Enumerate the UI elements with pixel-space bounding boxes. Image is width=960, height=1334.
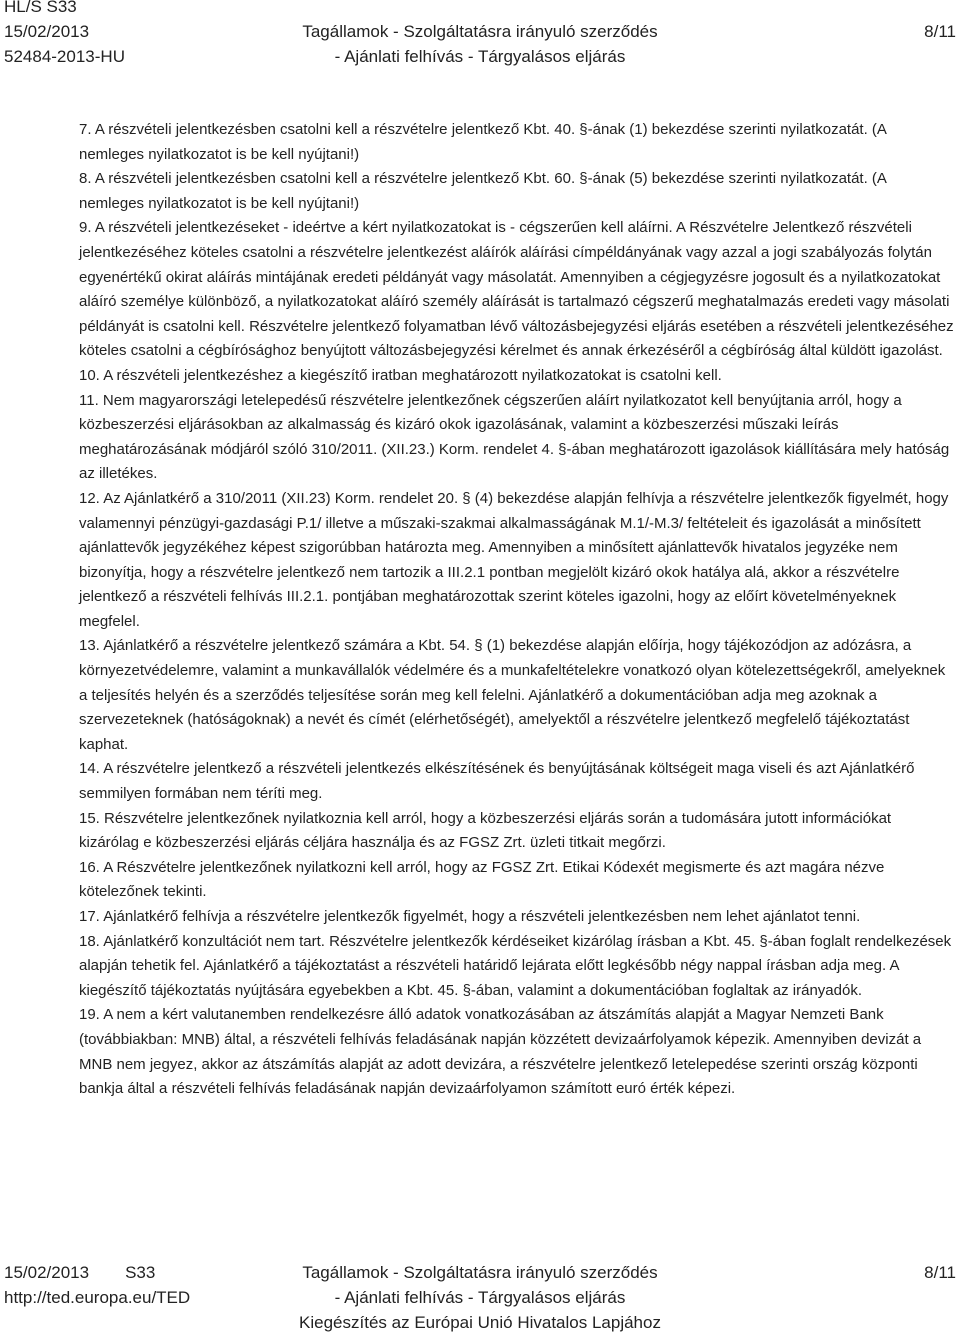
footer-url[interactable]: http://ted.europa.eu/TED [4,1288,191,1307]
header-title-line2: - Ajánlati felhívás - Tárgyalásos eljárás [334,47,626,66]
paragraph-16: 16. A Részvételre jelentkezőnek nyilatkozni kell arról, hogy az FGSZ Zrt. Etikai Kódexét megismerte és azt magára nézve kötelezőnek tekinti. [79,858,885,901]
paragraph-13: 13. Ajánlatkérő a részvételre jelentkező számára a Kbt. 54. § (1) bekezdése alapján előírja, hogy tájékozódjon az adózásra, a környezetvédelemre, valamint a munkavállalók védelmére és a munkafeltételekre vonatkozó olyan kötelezettségekről, amelyeknek a teljesítés helyén és a szerződés teljesítése során meg kell felelni. Ajánlatkérő a dokumentációban adja meg azoknak a szervezeteknek (hatóságoknak) a nevét és címét (elérhetőségét), amelyektől a részvételre jelentkező megfelelő tájékoztatást kaphat. [79,637,946,753]
footer-title-line3: Kiegészítés az Európai Unió Hivatalos Lapjához [299,1313,661,1332]
page-footer [0,1262,960,1334]
footer-series: S33 [125,1263,156,1282]
paragraph-19: 19. A nem a kért valutanemben rendelkezésre álló adatok vonatkozásában az átszámítás alapját a Magyar Nemzeti Bank (továbbiakban: MNB) által, a részvételi felhívás feladásának napján közzétett devizaárfolyamok képezik. Amennyiben devizát a MNB nem jegyez, akkor az átszámítás alapját az adott devizára, a részvételre jelentkező letelepedése szerinti ország központi bankja által a részvételi felhívás feladásának napján devizaárfolyamon számított euró érték képezi. [79,1006,922,1098]
paragraph-9: 9. A részvételi jelentkezéseket - ideértve a kért nyilatkozatokat is - cégszerűen kell aláírni. A Részvételre Jelentkező részvételi jelentkezéséhez köteles csatolni a részvételre jelentkezést aláírók aláírási címpéldányának vagy azzal a jogi szabályozás folytán egyenértékű okirat aláírás mintájának eredeti példányát vagy másolatát. Amennyiben a cégjegyzésre jogosult és a nyilatkozatokat aláíró személye különböző, a nyilatkozatokat aláíró személy aláírását is tartalmazó cégszerű meghatalmazás eredeti vagy másolati példányát is csatolni kell. Részvételre jelentkező folyamatban lévő változásbejegyzési eljárás esetében a részvételi jelentkezéséhez köteles csatolni a cégbírósághoz benyújtott változásbejegyzési kérelmet és annak érkezéséről a cégbíróság által küldött igazolást. [79,219,954,360]
paragraph-15: 15. Részvételre jelentkezőnek nyilatkoznia kell arról, hogy a közbeszerzési eljárás során a tudomására jutott információkat kizárólag e közbeszerzési eljárás céljára használja és az FGSZ Zrt. üzleti titkait megőrzi. [79,809,892,852]
footer-title-line2: - Ajánlati felhívás - Tárgyalásos eljárás [334,1288,626,1307]
paragraph-12: 12. Az Ajánlatkérő a 310/2011 (XII.23) Korm. rendelet 20. § (4) bekezdése alapján felhívja a részvételre jelentkezők figyelmét, hogy valamennyi pénzügyi-gazdasági P.1/ illetve a műszaki-szakmai alkalmasságának M.1/-M.3/ feltételeit és igazolását a minősített ajánlattevők jegyzékéhez képest szigorúbban határozta meg. Amennyiben a minősített ajánlattevők hivatalos jegyzéke nem bizonyítja, hogy a részvételre jelentkező nem tartozik a III.2.1 pontban megjelölt kizáró okok hatálya alá, akkor a részvételre jelentkező a részvételi felhívás III.2.1. pontjában meghatározottak szerint köteles igazolni, hogy az előírt követelményeknek megfelel. [79,489,949,630]
paragraph-11: 11. Nem magyarországi letelepedésű részvételre jelentkezőnek cégszerűen aláírt nyilatkozatot kell benyújtania arról, hogy a közbeszerzési eljárásokban az alkalmasság és kizáró okok igazolásának, valamint a közbeszerzési műszaki leírás meghatározásának módjáról szóló 310/2011. (XII.23.) Korm. rendelet 4. §-ában meghatározott igazolások kiállítására mely hatóság az illetékes. [79,391,950,483]
paragraph-18: 18. Ajánlatkérő konzultációt nem tart. Részvételre jelentkezők kérdéseiket kizárólag írásban a Kbt. 45. §-ában foglalt rendelkezések alapján tehetik fel. Ajánlatkérő a tájékoztatást a részvételi határidő lejárata előtt legkésőbb négy nappal írásban adja meg. A kiegészítő tájékoztatás nyújtására egyebekben a Kbt. 45. §-ában, valamint a dokumentációban foglaltak az irányadók. [79,932,952,999]
paragraph-10: 10. A részvételi jelentkezéshez a kiegészítő iratban meghatározott nyilatkozatokat is csatolni kell. [79,366,722,384]
header-journal-ref: HL/S S33 [4,0,77,16]
paragraph-17: 17. Ajánlatkérő felhívja a részvételre jelentkezők figyelmét, hogy a részvételi jelentkezésben nem lehet ajánlatot tenni. [79,908,861,925]
header-date: 15/02/2013 [4,22,90,41]
paragraph-8: 8. A részvételi jelentkezésben csatolni kell a részvételre jelentkező Kbt. 60. §-ának (5) bekezdése szerinti nyilatkozatát. (A nemleges nyilatkozatot is be kell nyújtani!) [79,170,887,212]
footer-title-line1: Tagállamok - Szolgáltatásra irányuló szerződés [302,1263,658,1282]
header-title-line1: Tagállamok - Szolgáltatásra irányuló szerződés [302,22,658,41]
footer-date: 15/02/2013 [4,1263,90,1282]
document-body [79,118,955,1102]
page-header [0,0,960,70]
header-page-number: 8/11 [924,22,956,41]
paragraph-14: 14. A részvételre jelentkező a részvételi jelentkezés elkészítésének és benyújtásának költségeit maga viseli és azt Ajánlatkérő semmilyen formában nem téríti meg. [79,760,915,803]
footer-page-number: 8/11 [924,1263,956,1282]
paragraph-7: 7. A részvételi jelentkezésben csatolni kell a részvételre jelentkező Kbt. 40. §-ának (1) bekezdése szerinti nyilatkozatát. (A nemleges nyilatkozatot is be kell nyújtani!) [79,121,887,163]
header-notice-id: 52484-2013-HU [4,47,125,66]
